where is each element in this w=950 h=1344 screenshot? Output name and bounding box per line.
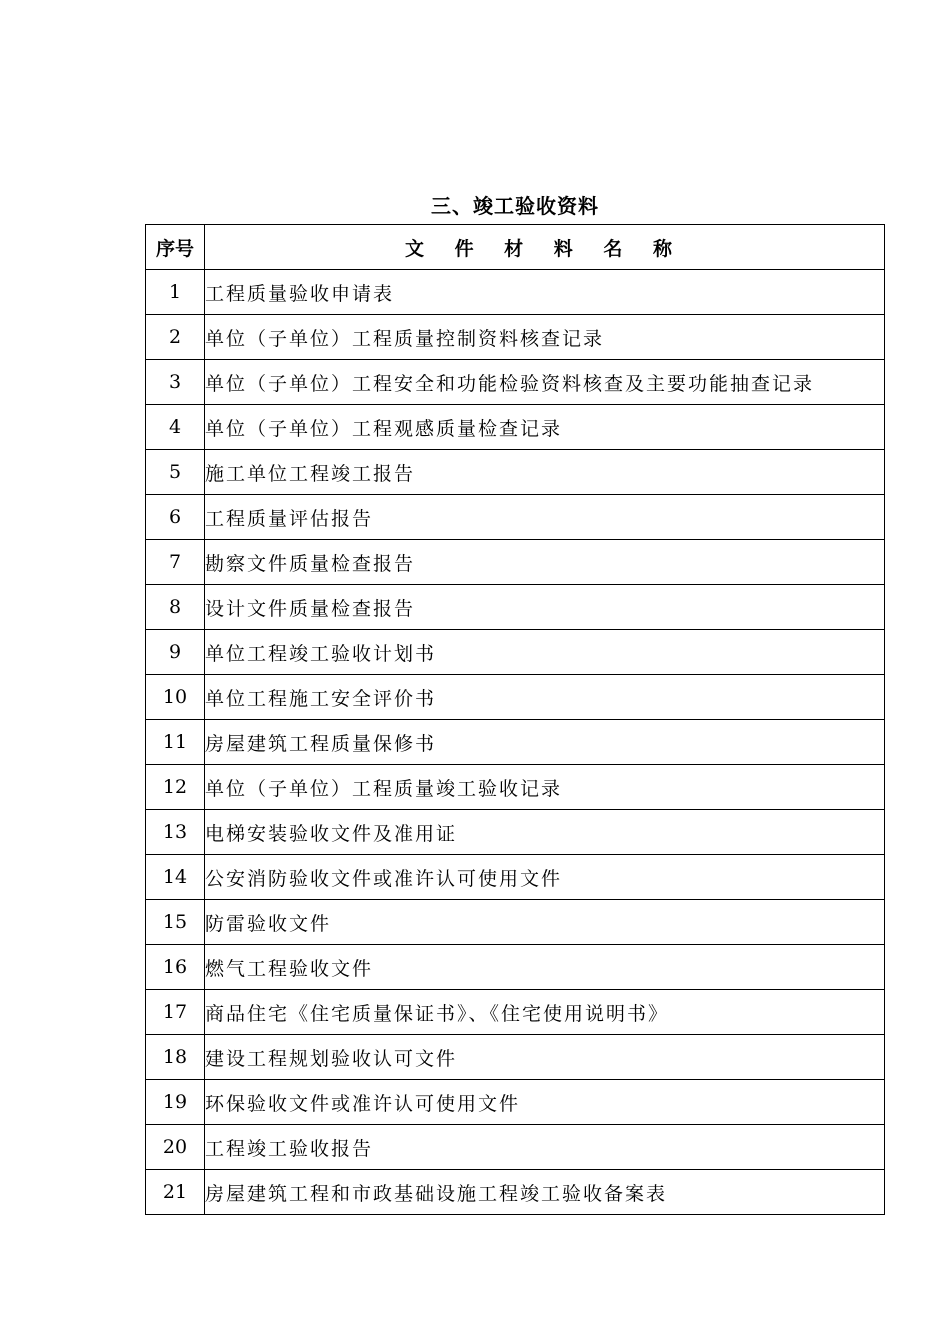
row-document-name: 建设工程规划验收认可文件 [205,1035,885,1080]
row-number: 7 [146,540,205,585]
table-row [146,450,885,495]
row-document-name: 单位（子单位）工程质量控制资料核查记录 [205,315,885,360]
table-row [146,675,885,720]
row-document-name: 防雷验收文件 [205,900,885,945]
row-number: 21 [146,1170,205,1215]
table-row [146,765,885,810]
row-document-name: 工程竣工验收报告 [205,1125,885,1170]
row-document-name: 环保验收文件或准许认可使用文件 [205,1080,885,1125]
table-row [146,585,885,630]
row-document-name: 房屋建筑工程和市政基础设施工程竣工验收备案表 [205,1170,885,1215]
row-number: 5 [146,450,205,495]
row-document-name: 工程质量验收申请表 [205,270,885,315]
row-document-name: 工程质量评估报告 [205,495,885,540]
table-row [146,900,885,945]
row-number: 11 [146,720,205,765]
row-document-name: 单位（子单位）工程质量竣工验收记录 [205,765,885,810]
row-document-name: 勘察文件质量检查报告 [205,540,885,585]
row-number: 17 [146,990,205,1035]
row-document-name: 商品住宅《住宅质量保证书》、《住宅使用说明书》 [205,990,885,1035]
row-document-name: 设计文件质量检查报告 [205,585,885,630]
row-document-name: 施工单位工程竣工报告 [205,450,885,495]
table-row [146,1080,885,1125]
row-document-name: 单位（子单位）工程安全和功能检验资料核查及主要功能抽查记录 [205,360,885,405]
table-row [146,495,885,540]
table-row [146,990,885,1035]
table-row [146,360,885,405]
row-number: 18 [146,1035,205,1080]
row-number: 16 [146,945,205,990]
header-number: 序号 [146,225,205,270]
row-number: 19 [146,1080,205,1125]
row-number: 3 [146,360,205,405]
table-row [146,1125,885,1170]
row-number: 14 [146,855,205,900]
table-row [146,1170,885,1215]
row-number: 4 [146,405,205,450]
row-number: 6 [146,495,205,540]
table-row [146,1035,885,1080]
table-row [146,855,885,900]
table-row [146,630,885,675]
row-number: 8 [146,585,205,630]
row-number: 2 [146,315,205,360]
table-row [146,270,885,315]
table-header-row [146,225,885,270]
table-row [146,945,885,990]
table-row [146,405,885,450]
row-document-name: 房屋建筑工程质量保修书 [205,720,885,765]
row-document-name: 单位工程竣工验收计划书 [205,630,885,675]
table-row [146,540,885,585]
table-row [146,810,885,855]
row-document-name: 单位（子单位）工程观感质量检查记录 [205,405,885,450]
row-number: 15 [146,900,205,945]
row-number: 13 [146,810,205,855]
row-number: 9 [146,630,205,675]
row-document-name: 电梯安装验收文件及准用证 [205,810,885,855]
table-body [146,270,885,1215]
document-title: 三、竣工验收资料 [431,194,599,218]
row-number: 20 [146,1125,205,1170]
table-row [146,315,885,360]
document-list-table [145,224,885,1215]
row-document-name: 燃气工程验收文件 [205,945,885,990]
header-name: 文 件 材 料 名 称 [205,225,885,270]
row-document-name: 公安消防验收文件或准许认可使用文件 [205,855,885,900]
row-number: 1 [146,270,205,315]
table-row [146,720,885,765]
row-document-name: 单位工程施工安全评价书 [205,675,885,720]
row-number: 10 [146,675,205,720]
row-number: 12 [146,765,205,810]
